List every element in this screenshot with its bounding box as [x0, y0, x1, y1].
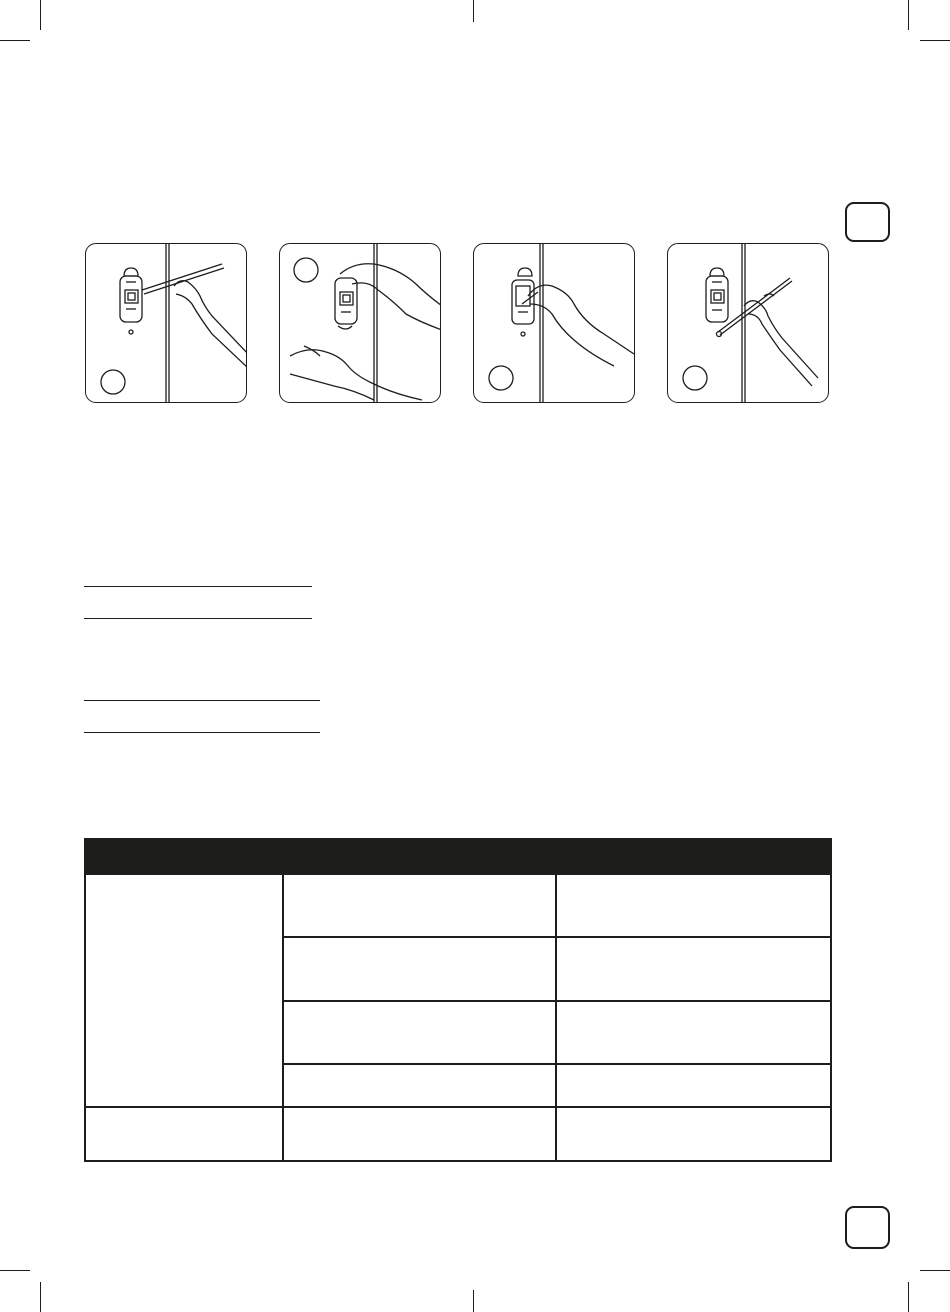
header-problem	[85, 839, 283, 874]
problem-cell	[85, 1107, 283, 1161]
header-solution	[556, 839, 831, 874]
language-badge	[845, 202, 890, 242]
crop-mark	[920, 1270, 950, 1271]
crop-mark	[908, 0, 909, 30]
hand-cleaning-panel-with-swab-icon	[668, 244, 829, 403]
solution-cell	[556, 1064, 831, 1107]
hand-removing-cover-icon	[280, 244, 441, 403]
crop-mark	[40, 0, 41, 30]
illustration-step-2	[279, 243, 441, 403]
cause-cell	[283, 1107, 556, 1161]
solution-cell	[556, 874, 831, 937]
table-row	[85, 1107, 831, 1161]
illustration-step-4	[667, 243, 829, 403]
solution-cell	[556, 937, 831, 1001]
page-number-badge	[845, 1206, 890, 1249]
crop-mark	[908, 1282, 909, 1312]
cause-cell	[283, 937, 556, 1001]
section-rule	[84, 700, 320, 701]
hand-cleaning-inside-icon	[474, 244, 635, 403]
crop-mark	[40, 1282, 41, 1312]
solution-cell	[556, 1001, 831, 1064]
illustration-step-3	[473, 243, 635, 403]
crop-mark	[920, 40, 950, 41]
cause-cell	[283, 1001, 556, 1064]
crop-mark	[0, 40, 30, 41]
section-rule	[84, 586, 312, 587]
solution-cell	[556, 1107, 831, 1161]
problem-cell	[85, 874, 283, 1107]
cause-cell	[283, 1064, 556, 1107]
table-row	[85, 874, 831, 937]
registration-mark	[473, 1290, 474, 1312]
troubleshooting-table	[84, 838, 832, 1162]
illustration-step-1	[85, 243, 247, 403]
table-header-row	[85, 839, 831, 874]
header-cause	[283, 839, 556, 874]
section-rule	[84, 618, 312, 619]
cause-cell	[283, 874, 556, 937]
hand-cleaning-sensor-with-swab-icon	[86, 244, 247, 403]
crop-mark	[0, 1270, 30, 1271]
section-rule	[84, 732, 320, 733]
registration-mark	[473, 0, 474, 22]
